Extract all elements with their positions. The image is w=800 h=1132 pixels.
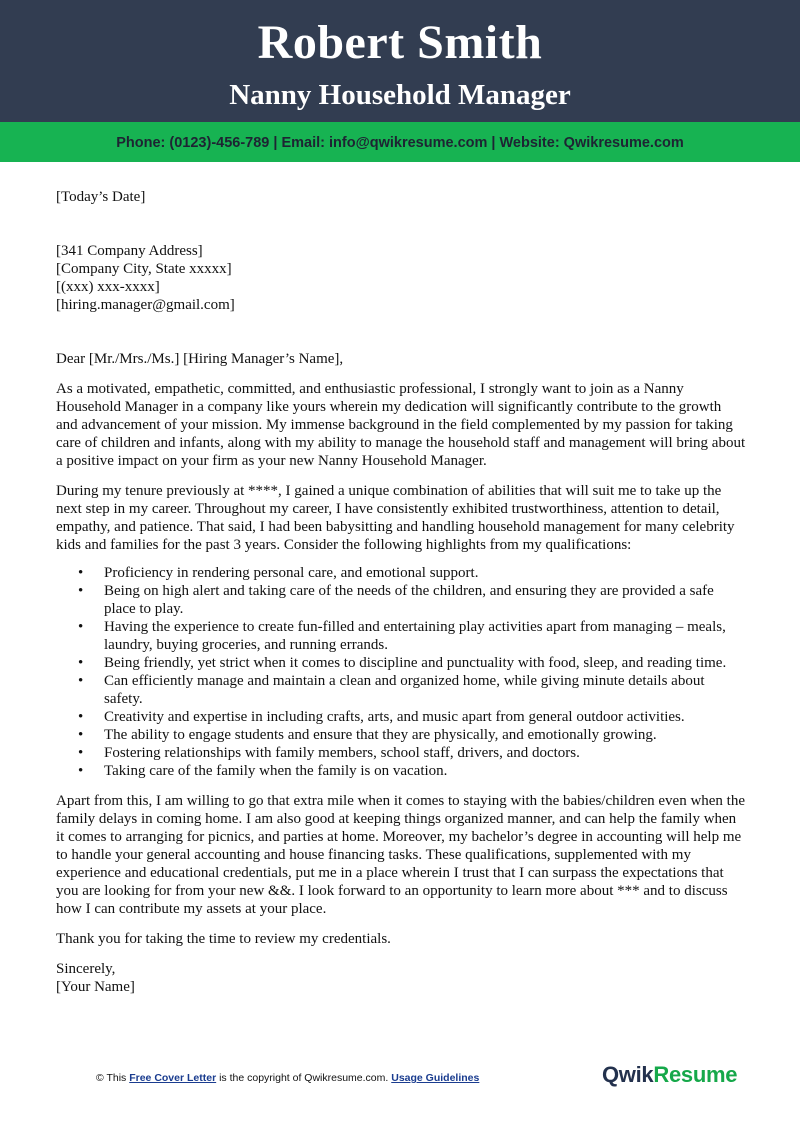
bullet-icon: • bbox=[78, 673, 84, 689]
bullet-icon: • bbox=[78, 709, 84, 725]
paragraph-closing: Apart from this, I am willing to go that extra mile when it comes to staying with the babies/children even when the family delays in coming home. I am also good at keeping things organized manner, and can help the family when it comes to arranging for picnics, and parties at home. Moreover, my bachelor’s degree in accounting will help me to handle your general accounting and house financing tasks. These qualifications, supplemented with my experience and educational credentials, put me in a place wherein I trust that I can surpass the expectations that you are looking for from your new &&. I look forward to an opportunity to learn more about *** and to discuss how I can contribute my assets at your place. bbox=[56, 793, 746, 917]
list-item: • Having the experience to create fun-filled and entertaining play activities apart from managing – meals, laundry, buying groceries, and running errands. bbox=[78, 619, 726, 653]
list-item: • Can efficiently manage and maintain a clean and organized home, while giving minute details about safety. bbox=[78, 673, 705, 707]
salutation: Dear [Mr./Mrs./Ms.] [Hiring Manager’s Name], bbox=[56, 351, 344, 367]
address-line: [341 Company Address] bbox=[56, 243, 203, 259]
highlights-list bbox=[56, 564, 746, 780]
list-item: • Being on high alert and taking care of the needs of the children, and ensuring they are provided a safe place to play. bbox=[78, 583, 714, 617]
list-item: • Being friendly, yet strict when it comes to discipline and punctuality with food, sleep, and reading time. bbox=[78, 655, 727, 671]
bullet-icon: • bbox=[78, 745, 84, 761]
address-line: [Company City, State xxxxx] bbox=[56, 261, 232, 277]
address-line: [(xxx) xxx-xxxx] bbox=[56, 279, 160, 295]
resume-header bbox=[0, 0, 800, 122]
bullet-icon: • bbox=[78, 619, 84, 635]
list-item: • Proficiency in rendering personal care, and emotional support. bbox=[78, 565, 479, 581]
letter-date: [Today’s Date] bbox=[56, 189, 146, 205]
applicant-name: Robert Smith bbox=[257, 16, 543, 69]
thank-you-line: Thank you for taking the time to review my credentials. bbox=[56, 931, 391, 947]
free-cover-letter-link[interactable]: Free Cover Letter bbox=[129, 1072, 217, 1084]
bullet-icon: • bbox=[78, 565, 84, 581]
paragraph-experience: During my tenure previously at ****, I gained a unique combination of abilities that will suit me to take up the next step in my career. Throughout my career, I have consistently exhibited trustworthiness, attention to detail, empathy, and patience. That said, I had been babysitting and handling household management for many celebrity kids and families for the past 3 years. Consider the following highlights from my qualifications: bbox=[56, 483, 735, 553]
list-item: • Fostering relationships with family members, school staff, drivers, and doctors. bbox=[78, 745, 580, 761]
paragraph-intro: As a motivated, empathetic, committed, and enthusiastic professional, I strongly want to join as a Nanny Household Manager in a company like yours wherein my dedication will significantly contribute to the growth and advancement of your mission. My immense background in the field complemented by my passion for taking care of children and infants, along with my ability to manage the household staff and management will bring about a positive impact on your firm as your new Nanny Household Manager. bbox=[56, 381, 746, 469]
recipient-address bbox=[56, 242, 746, 314]
job-title: Nanny Household Manager bbox=[229, 79, 571, 111]
closing: Sincerely, bbox=[56, 961, 116, 977]
bullet-icon: • bbox=[78, 583, 84, 599]
contact-bar: Phone: (0123)-456-789 | Email: info@qwikresume.com | Website: Qwikresume.com bbox=[0, 122, 800, 162]
list-item: • Taking care of the family when the family is on vacation. bbox=[78, 763, 448, 779]
usage-guidelines-link[interactable]: Usage Guidelines bbox=[391, 1072, 480, 1084]
qwikresume-logo[interactable]: QwikResume bbox=[602, 1062, 738, 1087]
bullet-icon: • bbox=[78, 727, 84, 743]
address-line: [hiring.manager@gmail.com] bbox=[56, 297, 235, 313]
bullet-icon: • bbox=[78, 763, 84, 779]
signature: [Your Name] bbox=[56, 979, 135, 995]
bullet-icon: • bbox=[78, 655, 84, 671]
cover-letter-body bbox=[56, 188, 746, 996]
list-item: • The ability to engage students and ensure that they are physically, and emotionally growing. bbox=[78, 727, 657, 743]
list-item: • Creativity and expertise in including crafts, arts, and music apart from general outdoor activities. bbox=[78, 709, 685, 725]
copyright-footer: © This Free Cover Letter is the copyright of Qwikresume.com. Usage Guidelines bbox=[96, 1072, 480, 1084]
